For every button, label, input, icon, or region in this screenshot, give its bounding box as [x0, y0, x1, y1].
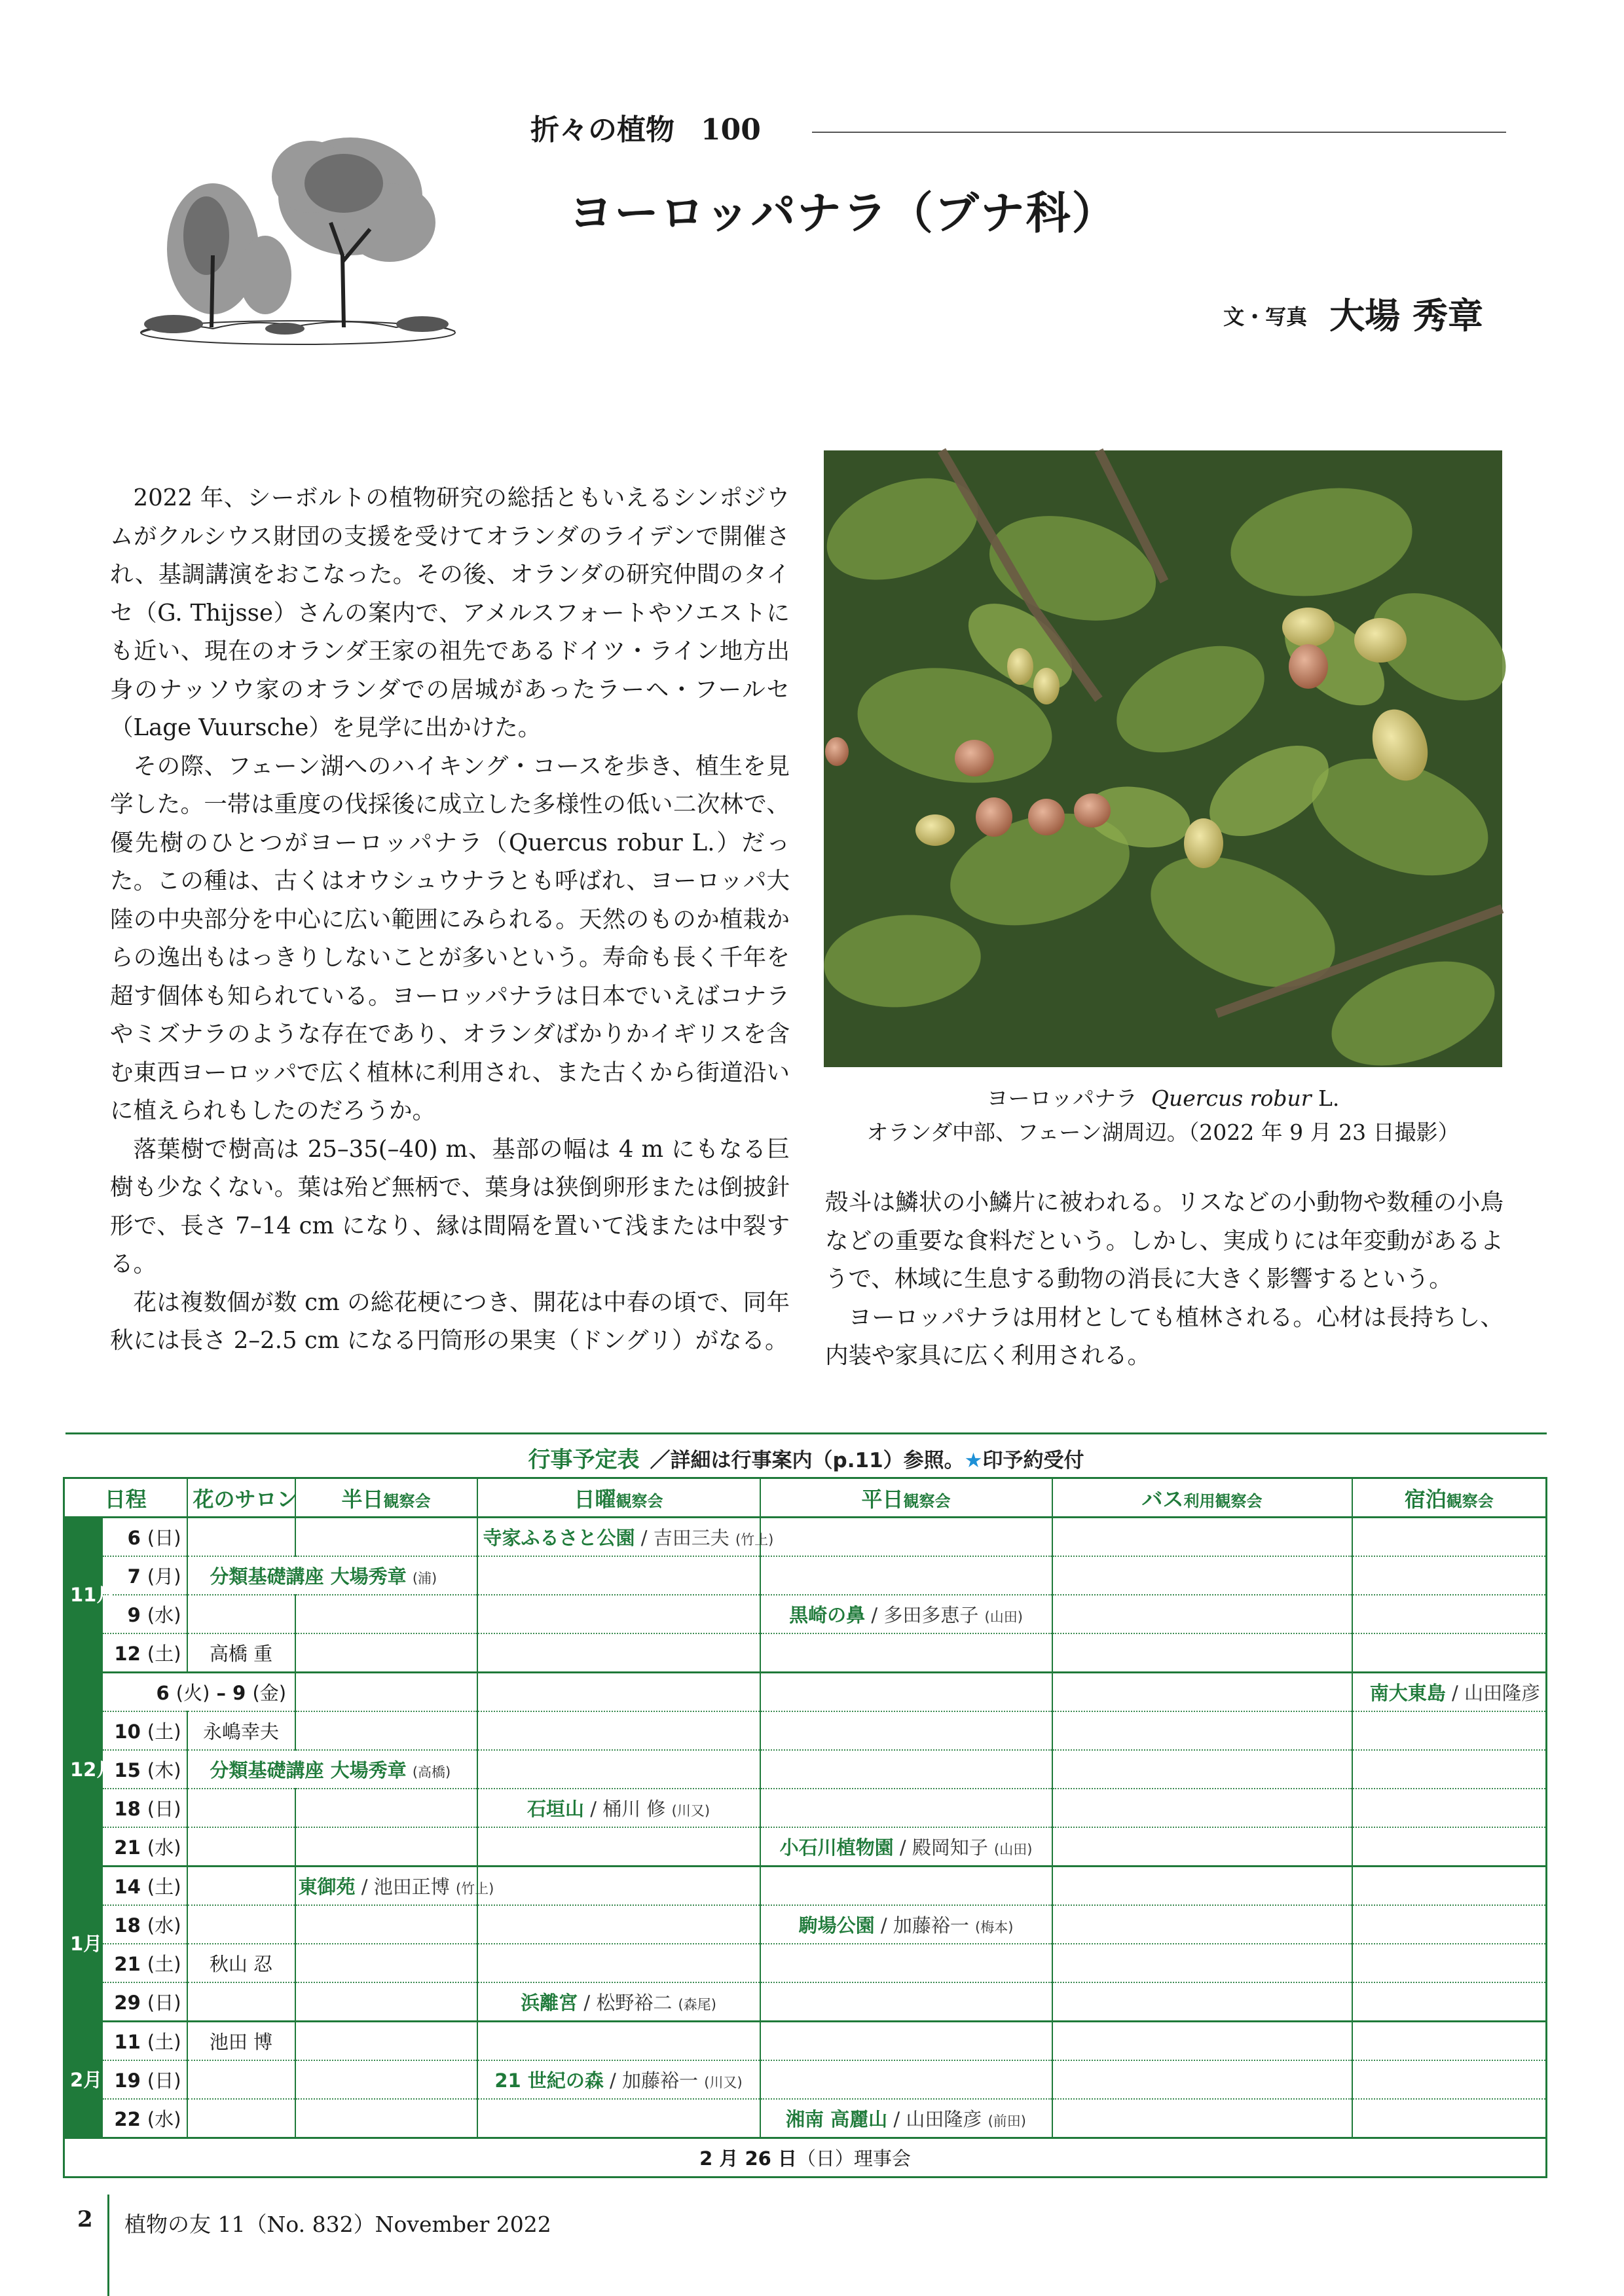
- event-place: 南大東島: [1369, 1682, 1446, 1704]
- header-bus-a: バス: [1141, 1486, 1184, 1512]
- date-cell: [102, 1789, 187, 1827]
- weekday: (水): [147, 1914, 181, 1937]
- table-row: [64, 1827, 1547, 1867]
- body-left-column: [110, 479, 790, 1360]
- month-label-nov: 11月: [64, 1518, 102, 1673]
- weekday-event: [760, 2099, 1052, 2138]
- event-leader: / 松野裕二: [583, 1992, 673, 2014]
- weekday: (日): [147, 2069, 181, 2092]
- series-name: 折々の植物: [530, 113, 674, 147]
- meeting-weekday: （日）: [796, 2147, 854, 2170]
- footer-rule: [107, 2195, 109, 2296]
- weekday: (土): [147, 1721, 181, 1743]
- day: 22: [114, 2108, 141, 2130]
- weekday: (火): [175, 1682, 210, 1704]
- caption-line-2: オランダ中部、フェーン湖周辺。（2022 年 9 月 23 日撮影）: [866, 1120, 1460, 1145]
- weekday: (土): [147, 1643, 181, 1665]
- table-row: [64, 1633, 1547, 1673]
- table-row: [64, 1711, 1547, 1750]
- event-staff: (竹上): [455, 1881, 494, 1897]
- series-heading: [530, 106, 761, 148]
- header-weekday: [760, 1478, 1052, 1518]
- date-cell: [102, 1750, 187, 1789]
- paragraph: 2022 年、シーボルトの植物研究の総括ともいえるシンポジウムがクルシウス財団の支援を受けてオランダのライデンで開催され、基調講演をおこなった。その後、オランダの研究仲間のタイセ（G. Thijsse）さんの案内で、アメルスフォートやソエストにも近い、現在のオランダ王家の祖先であるドイツ・ライン地方出身のナッソウ家のオランダでの居城があったラーヘ・フールセ（Lage Vuursche）を見学に出かけた。: [110, 484, 790, 741]
- event-staff: (森尾): [678, 1997, 716, 2013]
- salon-event: [187, 1750, 477, 1789]
- page-number: 2: [77, 2206, 93, 2232]
- header-sunday: [477, 1478, 760, 1518]
- weekday: (水): [147, 2108, 181, 2130]
- table-row: [64, 1982, 1547, 2022]
- weekday: (水): [147, 1836, 181, 1859]
- schedule-note-text: ／詳細は行事案内（p.11）参照。: [650, 1449, 965, 1472]
- header-overnight: [1352, 1478, 1547, 1518]
- date-cell: [102, 2022, 187, 2061]
- table-row: [64, 1518, 1547, 1557]
- weekday-event: [760, 1827, 1052, 1867]
- event-staff: (山田): [994, 1842, 1033, 1857]
- day: 15: [114, 1759, 141, 1781]
- event-leader: / 多田多恵子: [871, 1604, 979, 1626]
- oak-acorn-photo: [824, 450, 1502, 1067]
- weekday: (日): [147, 1527, 181, 1549]
- paragraph: 花は複数個が数 cm の総花梗につき、開花は中春の頃で、同年秋には長さ 2–2.5 cm になる円筒形の果実（ドングリ）がなる。: [110, 1288, 790, 1354]
- caption-author: L.: [1318, 1085, 1340, 1111]
- date-cell: [102, 2060, 187, 2099]
- header-week-a: 平日: [861, 1486, 904, 1512]
- table-row: [64, 1595, 1547, 1633]
- schedule-top-rule: [65, 1432, 1547, 1434]
- weekday: (土): [147, 1953, 181, 1975]
- board-meeting-row: [64, 2138, 1547, 2178]
- date-cell: [102, 1827, 187, 1867]
- header-rule: [812, 132, 1506, 133]
- day: 12: [114, 1643, 141, 1665]
- paragraph: 殻斗は鱗状の小鱗片に被われる。リスなどの小動物や数種の小鳥などの重要な食料だという。しかし、実成りには年変動があるようで、林域に生息する動物の消長に大きく影響するという。: [825, 1189, 1504, 1292]
- salon-speaker: 池田 博: [187, 2022, 295, 2061]
- header-date: 日程: [64, 1478, 187, 1518]
- month-label-dec: 12月: [64, 1673, 102, 1867]
- event-leader: / 山田隆彦: [893, 2108, 982, 2130]
- weekday-event: [760, 1595, 1052, 1633]
- author-name: 大場 秀章: [1329, 295, 1483, 337]
- caption-line-1: [824, 1082, 1502, 1116]
- paragraph: 落葉樹で樹高は 25–35(–40) m、基部の幅は 4 m にもなる巨樹も少なくない。葉は殆ど無柄で、葉身は狭倒卵形または倒披針形で、長さ 7–14 cm になり、縁は間隔を置いて浅または中裂する。: [110, 1135, 790, 1277]
- day: 7: [127, 1565, 141, 1588]
- header-week-b: 観察会: [903, 1491, 951, 1510]
- header-bus: [1052, 1478, 1352, 1518]
- header-sun-b: 観察会: [616, 1491, 663, 1510]
- paragraph: ヨーロッパナラは用材としても植林される。心材は長持ちし、内装や家具に広く利用される。: [825, 1303, 1504, 1369]
- weekday: (日): [147, 1798, 181, 1820]
- event-leader: / 加藤裕一: [880, 1914, 969, 1937]
- weekday: (土): [147, 2031, 181, 2053]
- event-staff: (梅本): [975, 1920, 1014, 1935]
- event-staff: (川又): [671, 1803, 710, 1819]
- star-note: 印予約受付: [982, 1449, 1084, 1472]
- event-place: 浜離宮: [521, 1992, 578, 2014]
- day: 11: [114, 2031, 141, 2053]
- day: 6: [127, 1527, 141, 1549]
- day: 18: [114, 1798, 141, 1820]
- meeting-date: 2 月 26 日: [699, 2147, 797, 2170]
- date-cell: [102, 1518, 187, 1557]
- day: 10: [114, 1721, 141, 1743]
- day: 6: [156, 1682, 170, 1704]
- date-cell: [102, 1673, 295, 1712]
- article-title: ヨーロッパナラ（ブナ科）: [568, 187, 1118, 240]
- table-row: [64, 2022, 1547, 2061]
- date-cell: [102, 1633, 187, 1673]
- photo-caption: [824, 1082, 1502, 1150]
- event-place: 東御苑: [298, 1876, 356, 1898]
- table-row: [64, 1944, 1547, 1982]
- date-cell: [102, 1944, 187, 1982]
- header-stay-b: 観察会: [1446, 1491, 1494, 1510]
- day: 18: [114, 1914, 141, 1937]
- sunday-event: [477, 1982, 760, 2022]
- table-row: [64, 2060, 1547, 2099]
- event-staff: (竹上): [735, 1532, 774, 1548]
- journal-citation: 植物の友 11（No. 832）November 2022: [124, 2212, 551, 2237]
- meeting-event: 理事会: [853, 2147, 911, 2170]
- date-cell: [102, 1711, 187, 1750]
- header-stay-a: 宿泊: [1404, 1486, 1447, 1512]
- schedule-note: [650, 1449, 1084, 1472]
- body-right-column: [825, 1184, 1504, 1376]
- event-place: 21 世紀の森: [494, 2069, 604, 2092]
- month-label-feb: 2月: [64, 2022, 102, 2138]
- weekday-end: (金): [252, 1682, 287, 1704]
- table-header-row: [64, 1478, 1547, 1518]
- weekday: (日): [147, 1992, 181, 2014]
- table-row: [64, 1556, 1547, 1595]
- schedule-title: [65, 1442, 1547, 1474]
- salon-speaker: 永嶋幸夫: [187, 1711, 295, 1750]
- event-leader: / 殿岡知子: [899, 1836, 988, 1859]
- event-staff: (高橋): [412, 1764, 451, 1780]
- event-place: 石垣山: [526, 1798, 584, 1820]
- event-leader: / 桶川 修: [590, 1798, 666, 1820]
- event-staff: (川又): [704, 2075, 743, 2090]
- event-staff: (前田): [987, 2113, 1026, 2129]
- header-half-b: 観察会: [383, 1491, 431, 1510]
- event-leader: / 池田正博: [361, 1876, 450, 1898]
- event-place: 黒崎の鼻: [789, 1604, 866, 1626]
- table-row: [64, 1867, 1547, 1906]
- event-leader: / 吉田三夫: [640, 1527, 729, 1549]
- date-cell: [102, 1867, 187, 1906]
- date-cell: [102, 1905, 187, 1944]
- overnight-event: [1352, 1673, 1547, 1712]
- caption-scientific-name: Quercus robur: [1151, 1085, 1312, 1111]
- weekday: (木): [147, 1759, 181, 1781]
- event-place: 駒場公園: [798, 1914, 875, 1937]
- sunday-event: [477, 2060, 760, 2099]
- caption-japanese-name: ヨーロッパナラ: [986, 1085, 1137, 1111]
- event-place: 小石川植物園: [779, 1836, 894, 1859]
- header-salon: 花のサロン: [187, 1478, 295, 1518]
- header-sun-a: 日曜: [574, 1486, 616, 1512]
- month-label-jan: 1月: [64, 1867, 102, 2022]
- date-cell: [102, 1982, 187, 2022]
- event-staff: (山田): [984, 1609, 1023, 1625]
- day: 21: [114, 1836, 141, 1859]
- salon-title: 分類基礎講座 大場秀章: [210, 1565, 407, 1588]
- half-day-event: [295, 1867, 494, 1906]
- tree-vignette-illustration: [134, 124, 462, 347]
- table-row: [64, 1905, 1547, 1944]
- day-end: – 9: [216, 1682, 246, 1704]
- table-row: [64, 1789, 1547, 1827]
- salon-speaker: 高橋 重: [187, 1633, 295, 1673]
- event-leader: / 加藤裕一: [610, 2069, 699, 2092]
- author-label: 文・写真: [1223, 304, 1308, 329]
- header-bus-b: 利用観察会: [1183, 1491, 1263, 1510]
- header-half-day: [295, 1478, 477, 1518]
- day: 14: [114, 1876, 141, 1898]
- schedule-title-text: 行事予定表: [528, 1447, 640, 1473]
- sunday-event: [477, 1518, 774, 1557]
- series-number: 100: [701, 113, 761, 147]
- event-schedule-table: [63, 1477, 1547, 2178]
- day: 21: [114, 1953, 141, 1975]
- day: 29: [114, 1992, 141, 2014]
- salon-event: [187, 1556, 477, 1595]
- author-line: [1223, 288, 1483, 338]
- weekday: (水): [147, 1604, 181, 1626]
- date-cell: [102, 2099, 187, 2138]
- event-leader: / 山田隆彦: [1452, 1682, 1541, 1704]
- table-row: [64, 2138, 1547, 2178]
- event-staff: (浦): [412, 1571, 437, 1586]
- sunday-event: [477, 1789, 760, 1827]
- salon-title: 分類基礎講座 大場秀章: [210, 1759, 407, 1781]
- event-place: 湘南 高麗山: [786, 2108, 888, 2130]
- weekday: (土): [147, 1876, 181, 1898]
- salon-speaker: 秋山 忍: [187, 1944, 295, 1982]
- paragraph: その際、フェーン湖へのハイキング・コースを歩き、植生を見学した。一帯は重度の伐採後に成立した多様性の低い二次林で、優先樹のひとつがヨーロッパナラ（Quercus robur L.）だった。この種は、古くはオウシュウナラとも呼ばれ、ヨーロッパ大陸の中央部分を中心に広い範囲にみられる。天然のものか植栽からの逸出もはっきりしないことが多いという。寿命も長く千年を超す個体も知られている。ヨーロッパナラは日本でいえばコナラやミズナラのような存在であり、オランダばかりかイギリスを含む東西ヨーロッパで広く植林に利用され、また古くから街道沿いに植えられもしたのだろうか。: [110, 752, 790, 1124]
- table-row: [64, 1673, 1547, 1712]
- star-icon: ★: [964, 1449, 983, 1472]
- day: 19: [114, 2069, 141, 2092]
- weekday: (月): [147, 1565, 181, 1588]
- event-place: 寺家ふるさと公園: [483, 1527, 635, 1549]
- table-row: [64, 1750, 1547, 1789]
- table-row: [64, 2099, 1547, 2138]
- weekday-event: [760, 1905, 1052, 1944]
- header-half-a: 半日: [341, 1486, 384, 1512]
- day: 9: [127, 1604, 141, 1626]
